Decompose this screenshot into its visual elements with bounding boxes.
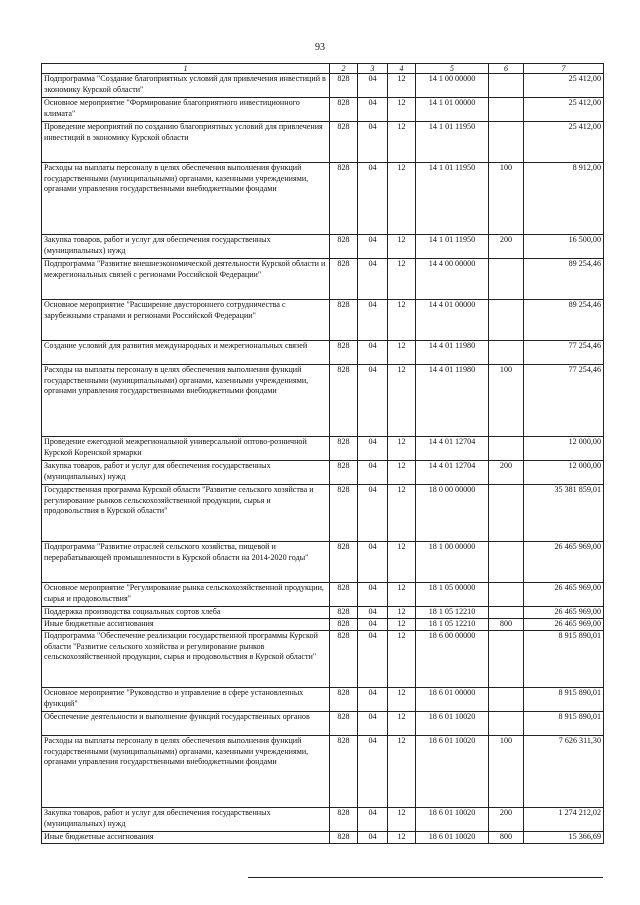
row-expense-type [489,259,524,300]
row-admin-code: 828 [330,98,358,122]
row-subsection: 12 [388,300,416,341]
row-admin-code: 828 [330,631,358,688]
row-admin-code: 828 [330,485,358,542]
table-row [42,808,604,832]
row-section: 04 [358,365,388,437]
row-target-article: 14 4 01 11980 [416,365,489,437]
row-amount: 35 381 859,01 [524,485,604,542]
row-amount: 8 915 890,01 [524,631,604,688]
row-expense-type [489,607,524,619]
row-admin-code: 828 [330,461,358,485]
row-section: 04 [358,631,388,688]
row-name: Государственная программа Курской области "Развитие сельского хозяйства и регулирование рынков сельскохозяйственной продукции, сырья и продовольствия в Курской области" [42,485,330,542]
row-name: Подпрограмма "Развитие отраслей сельского хозяйства, пищевой и перерабатывающей промышленности в Курской области на 2014-2020 годы" [42,542,330,583]
row-subsection: 12 [388,607,416,619]
row-section: 04 [358,74,388,98]
row-admin-code: 828 [330,341,358,365]
row-section: 04 [358,712,388,736]
table-row [42,619,604,631]
row-subsection: 12 [388,808,416,832]
row-subsection: 12 [388,98,416,122]
page-number: 93 [315,42,325,53]
row-admin-code: 828 [330,122,358,163]
row-admin-code: 828 [330,607,358,619]
row-subsection: 12 [388,163,416,235]
row-section: 04 [358,461,388,485]
row-name: Поддержка производства социальных сортов хлеба [42,607,330,619]
row-subsection: 12 [388,631,416,688]
row-name: Подпрограмма "Обеспечение реализации государственной программы Курской области "Развитие сельского хозяйства и регулирование рынков сельскохозяйственной продукции, сырья и продовольствия в Курской области" [42,631,330,688]
row-name: Иные бюджетные ассигнования [42,832,330,844]
row-admin-code: 828 [330,712,358,736]
row-expense-type [489,631,524,688]
row-section: 04 [358,259,388,300]
row-target-article: 18 6 01 10020 [416,832,489,844]
row-name: Расходы на выплаты персоналу в целях обеспечения выполнения функций государственными (муниципальными) органами, казенными учреждениями, органами управления государственными внебюджетными фондами [42,365,330,437]
row-target-article: 14 1 01 11950 [416,122,489,163]
row-expense-type: 100 [489,736,524,808]
row-amount: 15 366,69 [524,832,604,844]
header-col-4: 4 [388,64,416,74]
row-amount: 89 254,46 [524,259,604,300]
row-expense-type [489,688,524,712]
row-expense-type [489,98,524,122]
row-target-article: 14 4 01 12704 [416,437,489,461]
row-amount: 26 465 969,00 [524,619,604,631]
row-expense-type [489,74,524,98]
row-target-article: 18 6 00 00000 [416,631,489,688]
table-row [42,542,604,583]
row-amount: 77 254,46 [524,341,604,365]
row-subsection: 12 [388,437,416,461]
row-amount: 1 274 212,02 [524,808,604,832]
row-admin-code: 828 [330,300,358,341]
row-name: Основное мероприятие "Регулирование рынка сельскохозяйственной продукции, сырья и продовольствия" [42,583,330,607]
row-amount: 25 412,00 [524,122,604,163]
table-header-row [42,64,604,74]
row-target-article: 14 4 00 00000 [416,259,489,300]
row-subsection: 12 [388,619,416,631]
row-admin-code: 828 [330,808,358,832]
row-target-article: 18 1 05 12210 [416,607,489,619]
row-target-article: 14 4 01 12704 [416,461,489,485]
row-amount: 7 626 311,30 [524,736,604,808]
header-col-5: 5 [416,64,489,74]
row-expense-type: 200 [489,461,524,485]
row-section: 04 [358,808,388,832]
row-expense-type: 100 [489,365,524,437]
row-name: Основное мероприятие "Формирование благоприятного инвестиционного климата" [42,98,330,122]
row-name: Иные бюджетные ассигнования [42,619,330,631]
row-subsection: 12 [388,235,416,259]
row-admin-code: 828 [330,619,358,631]
row-expense-type [489,341,524,365]
row-name: Основное мероприятие "Руководство и управление в сфере установленных функций" [42,688,330,712]
row-amount: 77 254,46 [524,365,604,437]
row-section: 04 [358,736,388,808]
row-admin-code: 828 [330,437,358,461]
header-col-1: 1 [42,64,330,74]
table-row [42,235,604,259]
row-section: 04 [358,485,388,542]
row-target-article: 18 0 00 00000 [416,485,489,542]
bottom-rule [248,877,603,878]
row-expense-type [489,542,524,583]
row-name: Проведение ежегодной межрегиональной универсальной оптово-розничной Курской Коренской ярмарки [42,437,330,461]
row-amount: 8 915 890,01 [524,712,604,736]
row-section: 04 [358,341,388,365]
table-row [42,341,604,365]
table-row [42,631,604,688]
row-target-article: 14 4 01 11980 [416,341,489,365]
row-name: Закупка товаров, работ и услуг для обеспечения государственных (муниципальных) нужд [42,235,330,259]
header-col-2: 2 [330,64,358,74]
row-target-article: 18 1 05 00000 [416,583,489,607]
row-amount: 26 465 969,00 [524,583,604,607]
row-expense-type [489,583,524,607]
row-admin-code: 828 [330,542,358,583]
row-name: Проведение мероприятий по созданию благоприятных условий для привлечения инвестиций в экономику Курской области [42,122,330,163]
row-admin-code: 828 [330,235,358,259]
table-row [42,461,604,485]
table-row [42,485,604,542]
row-admin-code: 828 [330,365,358,437]
row-name: Основное мероприятие "Расширение двустороннего сотрудничества с зарубежными странами и регионами Российской Федерации" [42,300,330,341]
row-subsection: 12 [388,688,416,712]
table-row [42,688,604,712]
table-row [42,98,604,122]
row-subsection: 12 [388,365,416,437]
row-name: Расходы на выплаты персоналу в целях обеспечения выполнения функций государственными (муниципальными) органами, казенными учреждениями, органами управления государственными внебюджетными фондами [42,736,330,808]
row-name: Закупка товаров, работ и услуг для обеспечения государственных (муниципальных) нужд [42,461,330,485]
row-expense-type: 200 [489,235,524,259]
row-amount: 25 412,00 [524,98,604,122]
row-admin-code: 828 [330,832,358,844]
row-target-article: 18 1 00 00000 [416,542,489,583]
row-admin-code: 828 [330,688,358,712]
row-subsection: 12 [388,74,416,98]
row-subsection: 12 [388,583,416,607]
row-expense-type [489,485,524,542]
table-row [42,437,604,461]
row-admin-code: 828 [330,259,358,300]
row-section: 04 [358,688,388,712]
row-section: 04 [358,122,388,163]
row-expense-type: 100 [489,163,524,235]
row-section: 04 [358,542,388,583]
row-target-article: 14 1 01 11950 [416,235,489,259]
row-subsection: 12 [388,259,416,300]
row-target-article: 18 6 01 00000 [416,688,489,712]
row-expense-type [489,122,524,163]
row-expense-type [489,300,524,341]
row-expense-type [489,437,524,461]
row-name: Расходы на выплаты персоналу в целях обеспечения выполнения функций государственными (муниципальными) органами, казенными учреждениями, органами управления государственными внебюджетными фондами [42,163,330,235]
header-col-3: 3 [358,64,388,74]
table-row [42,583,604,607]
table-row [42,832,604,844]
row-amount: 89 254,46 [524,300,604,341]
row-target-article: 14 1 01 00000 [416,98,489,122]
row-section: 04 [358,98,388,122]
row-name: Подпрограмма "Создание благоприятных условий для привлечения инвестиций в экономику Курской области" [42,74,330,98]
row-section: 04 [358,583,388,607]
table-row [42,736,604,808]
header-col-6: 6 [489,64,524,74]
row-expense-type: 800 [489,832,524,844]
row-section: 04 [358,619,388,631]
row-amount: 12 000,00 [524,437,604,461]
row-amount: 16 500,00 [524,235,604,259]
budget-table [41,63,604,844]
row-admin-code: 828 [330,163,358,235]
row-target-article: 14 4 01 00000 [416,300,489,341]
table-row [42,300,604,341]
row-amount: 26 465 969,00 [524,607,604,619]
row-target-article: 18 1 05 12210 [416,619,489,631]
row-amount: 12 000,00 [524,461,604,485]
row-subsection: 12 [388,341,416,365]
table-row [42,365,604,437]
row-subsection: 12 [388,461,416,485]
row-section: 04 [358,163,388,235]
row-target-article: 14 1 01 11950 [416,163,489,235]
row-subsection: 12 [388,542,416,583]
table-row [42,163,604,235]
table-row [42,712,604,736]
row-subsection: 12 [388,485,416,542]
table-row [42,74,604,98]
table-row [42,122,604,163]
row-amount: 8 912,00 [524,163,604,235]
row-admin-code: 828 [330,74,358,98]
row-name: Создание условий для развития международных и межрегиональных связей [42,341,330,365]
row-subsection: 12 [388,122,416,163]
row-target-article: 14 1 00 00000 [416,74,489,98]
row-expense-type: 800 [489,619,524,631]
row-name: Подпрограмма "Развитие внешнеэкономической деятельности Курской области и межрегиональных связей с регионами Российской Федерации" [42,259,330,300]
table-row [42,259,604,300]
row-section: 04 [358,300,388,341]
row-target-article: 18 6 01 10020 [416,712,489,736]
row-subsection: 12 [388,712,416,736]
row-admin-code: 828 [330,736,358,808]
row-section: 04 [358,607,388,619]
row-name: Обеспечение деятельности и выполнение функций государственных органов [42,712,330,736]
row-section: 04 [358,437,388,461]
row-section: 04 [358,832,388,844]
row-target-article: 18 6 01 10020 [416,808,489,832]
header-col-7: 7 [524,64,604,74]
row-subsection: 12 [388,832,416,844]
row-target-article: 18 6 01 10020 [416,736,489,808]
row-section: 04 [358,235,388,259]
row-subsection: 12 [388,736,416,808]
row-amount: 25 412,00 [524,74,604,98]
row-admin-code: 828 [330,583,358,607]
table-row [42,607,604,619]
row-amount: 26 465 969,00 [524,542,604,583]
row-expense-type [489,712,524,736]
row-expense-type: 200 [489,808,524,832]
row-amount: 8 915 890,01 [524,688,604,712]
row-name: Закупка товаров, работ и услуг для обеспечения государственных (муниципальных) нужд [42,808,330,832]
